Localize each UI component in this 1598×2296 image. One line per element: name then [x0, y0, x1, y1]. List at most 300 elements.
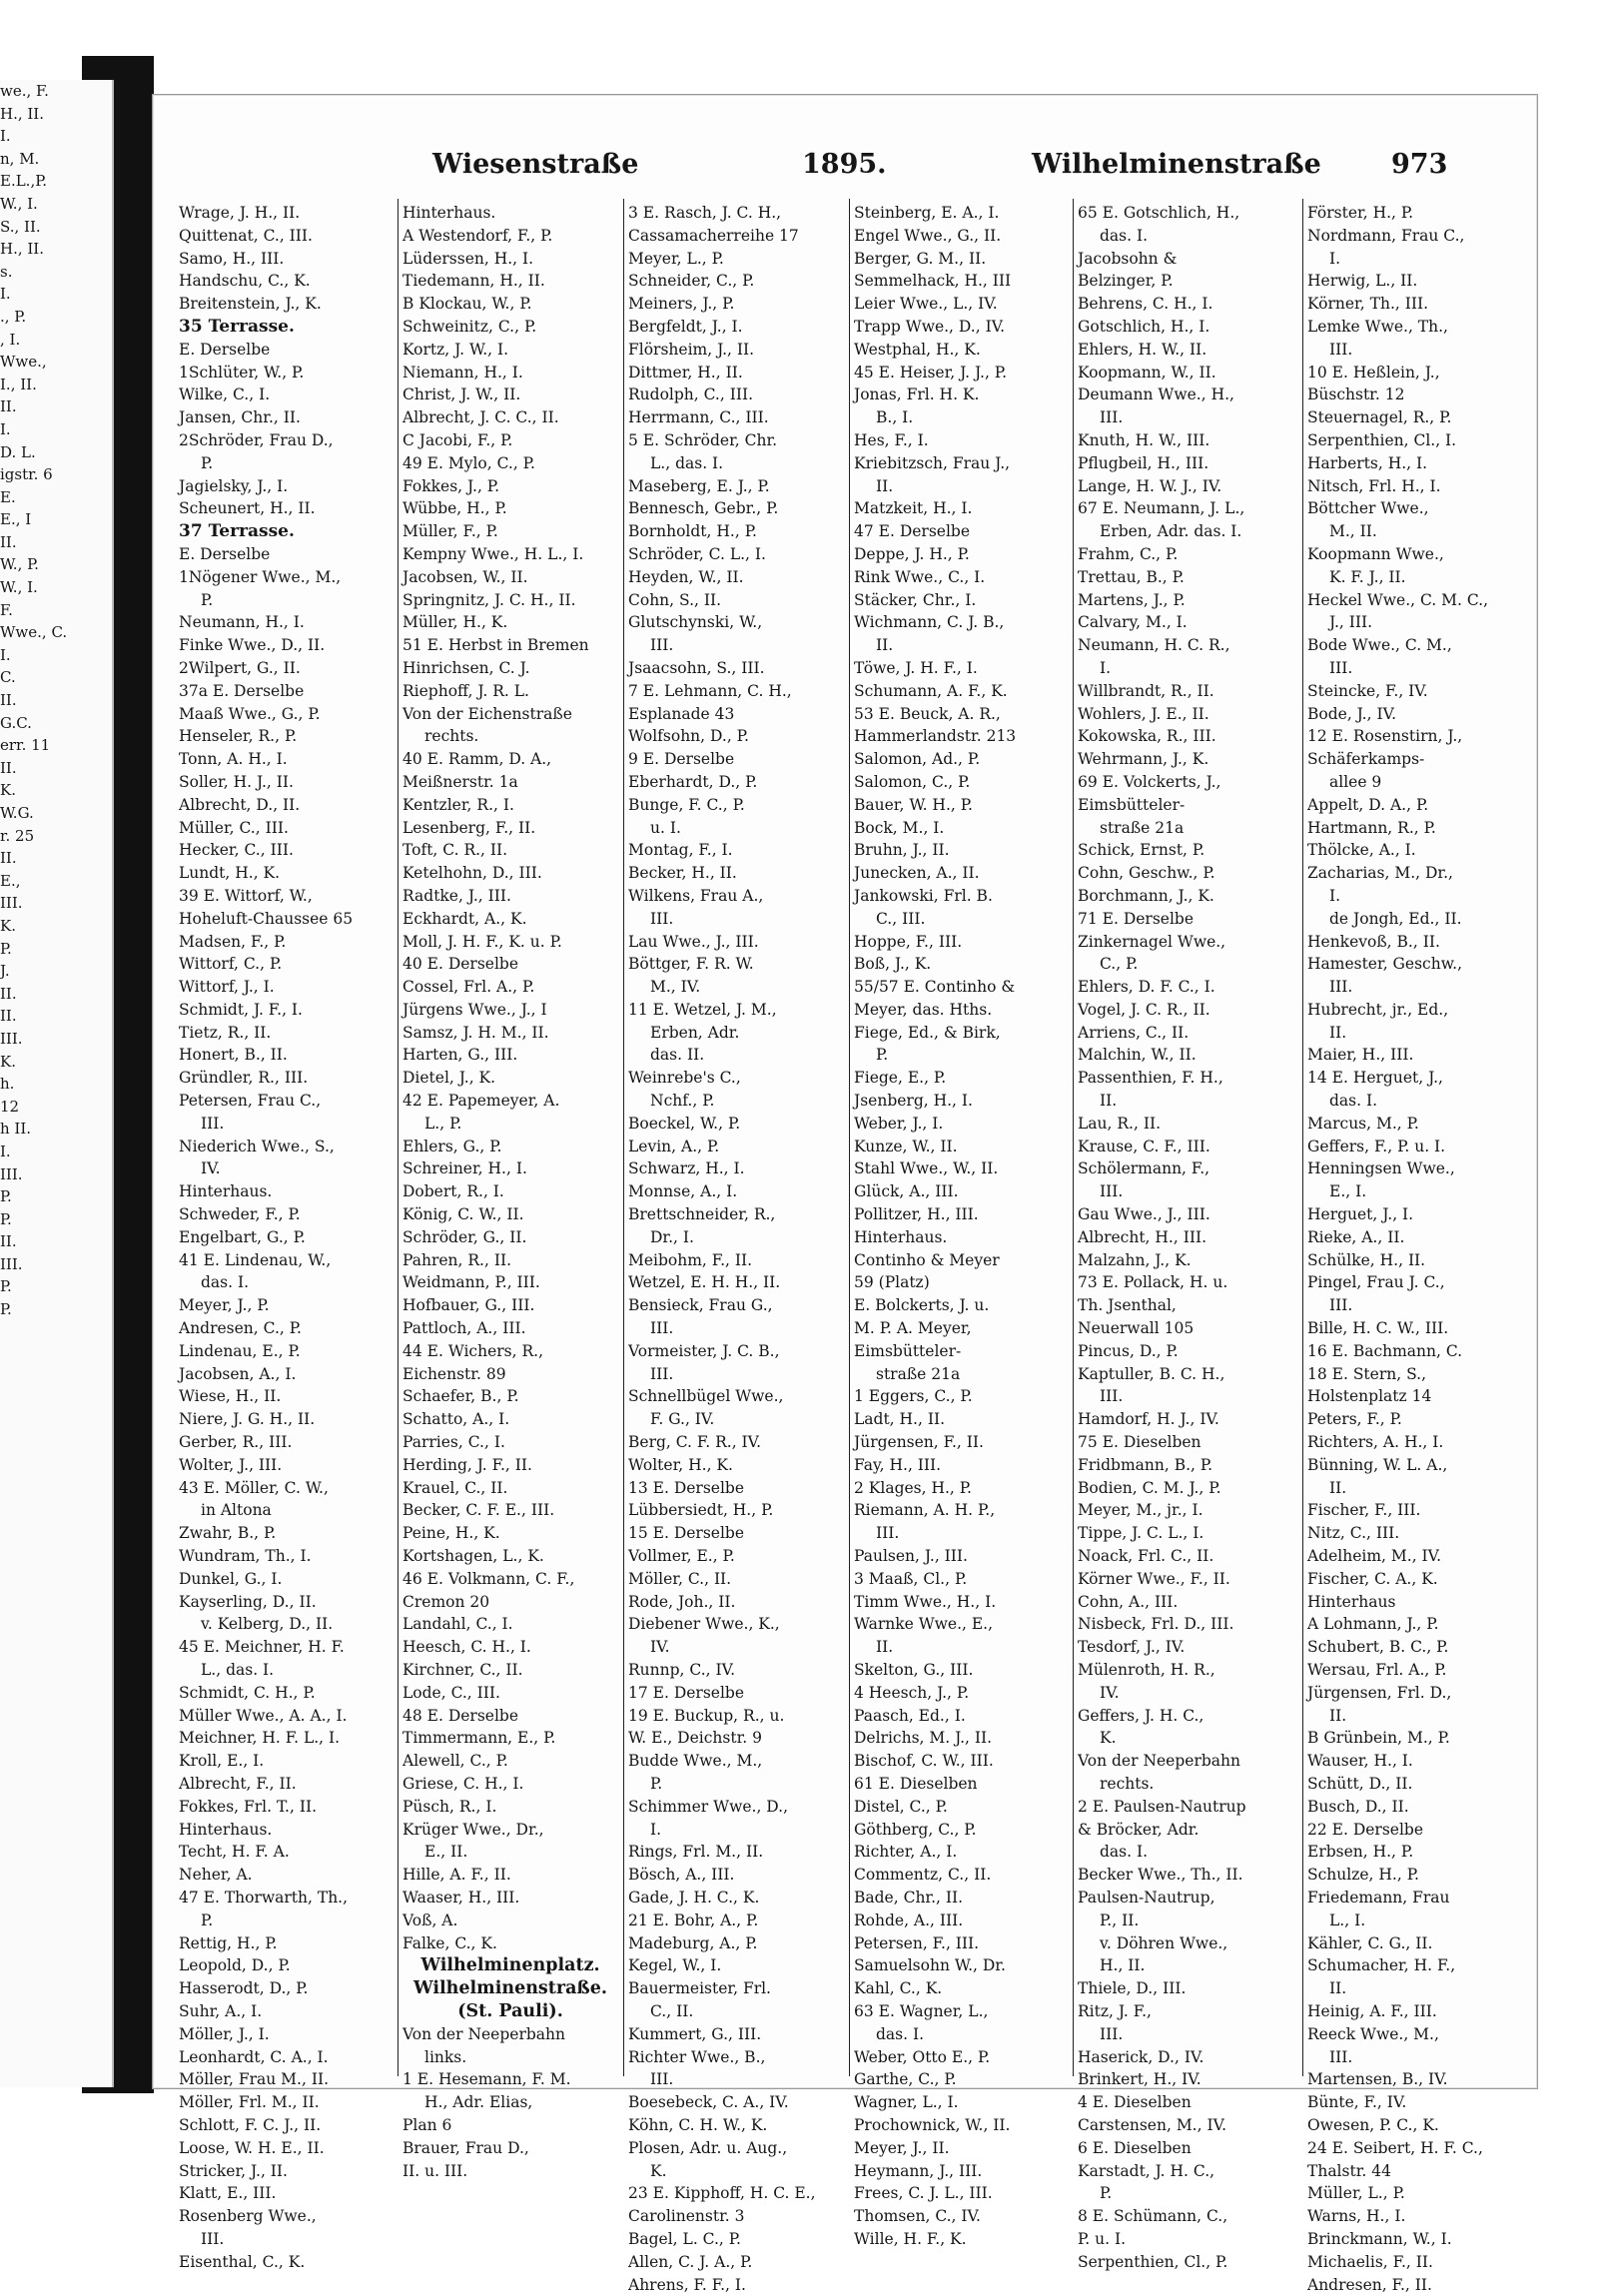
left-page-fragment: I., II.: [0, 375, 37, 393]
directory-entry: W. E., Deichstr. 9: [628, 1729, 762, 1748]
directory-entry: Martens, J., P.: [1078, 590, 1186, 609]
directory-entry: Lau, R., II.: [1078, 1114, 1161, 1133]
directory-entry: Ritz, J. F.,: [1078, 2001, 1152, 2020]
directory-entry: Rings, Frl. M., II.: [628, 1843, 764, 1862]
directory-entry: B., I.: [876, 408, 914, 427]
directory-entry: Finke Wwe., D., II.: [179, 636, 326, 655]
directory-entry: Bode, J., IV.: [1307, 704, 1396, 723]
left-page-fragment: Wwe., C.: [0, 623, 68, 642]
directory-entry: Schaefer, B., P.: [402, 1387, 519, 1406]
directory-column-2: [402, 202, 618, 2180]
directory-entry: E. Derselbe: [179, 340, 271, 359]
directory-entry: Timm Wwe., H., I.: [854, 1592, 997, 1611]
directory-entry: Krause, C. F., III.: [1078, 1137, 1210, 1155]
directory-entry: Plan 6: [402, 2115, 452, 2134]
directory-entry: 18 E. Stern, S.,: [1307, 1364, 1427, 1383]
directory-entry: Klatt, E., III.: [179, 2184, 277, 2203]
directory-entry: Vogel, J. C. R., II.: [1078, 1000, 1210, 1019]
directory-entry: Hes, F., I.: [854, 430, 929, 449]
directory-entry: 2 E. Paulsen-Nautrup: [1078, 1797, 1246, 1816]
left-page-fragment: h.: [0, 1075, 15, 1094]
directory-entry: rechts.: [424, 727, 479, 746]
directory-entry: Hille, A. F., II.: [402, 1866, 511, 1885]
directory-entry: Esplanade 43: [628, 704, 735, 723]
directory-entry: P., II.: [1100, 1911, 1140, 1929]
directory-entry: 46 E. Volkmann, C. F.,: [402, 1569, 575, 1588]
directory-entry: das. II.: [650, 1046, 705, 1065]
directory-entry: Böttcher Wwe.,: [1307, 499, 1429, 518]
directory-entry: 75 E. Dieselben: [1078, 1433, 1201, 1452]
left-page-fragment: P.: [0, 1277, 12, 1296]
directory-entry: Wilkens, Frau A.,: [628, 886, 764, 905]
directory-entry: Warns, H., I.: [1307, 2207, 1406, 2226]
directory-entry: u. I.: [650, 818, 681, 837]
column-divider: [1073, 199, 1074, 2076]
directory-entry: Soller, H. J., II.: [179, 772, 294, 791]
directory-entry: K.: [1100, 1729, 1117, 1748]
directory-entry: Belzinger, P.: [1078, 272, 1174, 291]
directory-entry: 11 E. Wetzel, J. M.,: [628, 1000, 777, 1019]
directory-entry: III.: [650, 2070, 674, 2089]
directory-entry: Kummert, G., III.: [628, 2024, 762, 2043]
left-page-fragment: C.: [0, 668, 16, 687]
directory-entry: Bornholdt, H., P.: [628, 522, 757, 541]
directory-entry: Wilhelminenplatz.: [420, 1955, 600, 1976]
left-page-fragment: III.: [0, 1254, 23, 1273]
directory-entry: Pingel, Frau J. C.,: [1307, 1273, 1445, 1292]
directory-entry: Toft, C. R., II.: [402, 841, 508, 860]
directory-entry: Wundram, Th., I.: [179, 1547, 312, 1566]
directory-entry: Vollmer, E., P.: [628, 1547, 735, 1566]
directory-entry: Jansen, Chr., II.: [179, 408, 301, 427]
directory-entry: Gade, J. H. C., K.: [628, 1888, 760, 1907]
directory-entry: Wittorf, C., P.: [179, 955, 283, 974]
directory-entry: Brettschneider, R.,: [628, 1205, 776, 1224]
directory-entry: Friedemann, Frau: [1307, 1888, 1450, 1907]
directory-entry: 4 Heesch, J., P.: [854, 1683, 970, 1702]
directory-entry: L., P.: [424, 1114, 462, 1133]
directory-entry: Griese, C. H., I.: [402, 1774, 524, 1793]
directory-entry: 7 E. Lehmann, C. H.,: [628, 681, 792, 700]
directory-entry: Krauel, C., II.: [402, 1478, 508, 1497]
directory-entry: Wolter, H., K.: [628, 1455, 733, 1474]
directory-entry: Hamester, Geschw.,: [1307, 955, 1462, 974]
directory-entry: I.: [1100, 658, 1112, 677]
directory-entry: Frees, C. J. L., III.: [854, 2184, 993, 2203]
directory-entry: Lundt, H., K.: [179, 864, 281, 883]
directory-entry: Riemann, A. H. P.,: [854, 1501, 996, 1520]
directory-entry: Herrmann, C., III.: [628, 408, 769, 427]
directory-entry: Montag, F., I.: [628, 841, 733, 860]
directory-entry: I.: [1329, 886, 1341, 905]
page-number: 973: [1391, 149, 1448, 180]
directory-entry: Glück, A., III.: [854, 1182, 959, 1201]
directory-entry: III.: [1329, 978, 1353, 997]
left-page-fragment: III.: [0, 1164, 23, 1183]
left-page-fragment: igstr. 6: [0, 465, 53, 484]
left-page-fragment: P.: [0, 1187, 12, 1206]
directory-entry: 15 E. Derselbe: [628, 1524, 745, 1543]
directory-entry: 2Schröder, Frau D.,: [179, 430, 334, 449]
directory-entry: Schäferkamps-: [1307, 750, 1425, 769]
left-page-fragment: s.: [0, 262, 13, 281]
directory-entry: Kaptuller, B. C. H.,: [1078, 1364, 1225, 1383]
left-page-fragment: K.: [0, 916, 16, 935]
directory-entry: Ehlers, H. W., II.: [1078, 340, 1207, 359]
directory-entry: Heesch, C. H., I.: [402, 1638, 531, 1657]
directory-entry: Heymann, J., III.: [854, 2161, 983, 2180]
directory-entry: E., II.: [424, 1843, 468, 1862]
directory-entry: Nisbeck, Frl. D., III.: [1078, 1615, 1234, 1634]
directory-entry: Springnitz, J. C. H., II.: [402, 590, 576, 609]
directory-entry: das. I.: [201, 1273, 250, 1292]
directory-entry: Wübbe, H., P.: [402, 499, 507, 518]
directory-entry: Schweinitz, C., P.: [402, 317, 537, 336]
directory-entry: Jürgensen, Frl. D.,: [1307, 1683, 1452, 1702]
directory-entry: Möller, J., I.: [179, 2024, 270, 2043]
directory-entry: Wolfsohn, D., P.: [628, 727, 749, 746]
directory-entry: Schneider, C., P.: [628, 272, 755, 291]
directory-entry: 63 E. Wagner, L.,: [854, 2001, 989, 2020]
left-page-fragment: I.: [0, 645, 11, 664]
directory-entry: 73 E. Pollack, H. u.: [1078, 1273, 1228, 1292]
directory-entry: Fokkes, Frl. T., II.: [179, 1797, 317, 1816]
directory-entry: Monnse, A., I.: [628, 1182, 738, 1201]
directory-entry: Levin, A., P.: [628, 1137, 720, 1155]
directory-entry: Jürgensen, F., II.: [854, 1433, 984, 1452]
directory-entry: links.: [424, 2047, 467, 2066]
directory-entry: das. I.: [1329, 1092, 1378, 1111]
directory-entry: Rudolph, C., III.: [628, 385, 754, 404]
directory-entry: Malchin, W., II.: [1078, 1046, 1197, 1065]
directory-entry: C., II.: [650, 2001, 694, 2020]
directory-entry: Scheunert, H., II.: [179, 499, 316, 518]
directory-entry: 37a E. Derselbe: [179, 681, 305, 700]
directory-entry: Nitsch, Frl. H., I.: [1307, 476, 1441, 495]
directory-entry: Runnp, C., IV.: [628, 1661, 736, 1679]
directory-entry: Tippe, J. C. L., I.: [1078, 1524, 1204, 1543]
directory-entry: Von der Neeperbahn: [1078, 1752, 1240, 1771]
directory-entry: straße 21a: [1100, 818, 1185, 837]
left-page-fragment: E., I: [0, 510, 32, 529]
directory-entry: Schütt, D., II.: [1307, 1774, 1413, 1793]
directory-entry: 1Schlüter, W., P.: [179, 363, 305, 382]
directory-entry: II.: [1329, 1706, 1347, 1725]
left-street-heading: Wiesenstraße: [432, 149, 639, 180]
directory-entry: 6 E. Dieselben: [1078, 2138, 1192, 2157]
directory-entry: Fischer, C. A., K.: [1307, 1569, 1438, 1588]
directory-entry: Lemke Wwe., Th.,: [1307, 317, 1448, 336]
directory-entry: E., I.: [1329, 1182, 1367, 1201]
directory-entry: Kroll, E., I.: [179, 1752, 265, 1771]
directory-entry: Waaser, H., III.: [402, 1888, 520, 1907]
directory-entry: Böttger, F. R. W.: [628, 955, 754, 974]
directory-entry: 39 E. Wittorf, W.,: [179, 886, 313, 905]
directory-entry: Heyden, W., II.: [628, 567, 744, 586]
left-page-fragment: S., II.: [0, 217, 41, 236]
directory-entry: III.: [1100, 2024, 1124, 2043]
directory-entry: Neuerwall 105: [1078, 1319, 1195, 1338]
directory-entry: Hinterhaus.: [179, 1182, 273, 1201]
directory-entry: Zwahr, B., P.: [179, 1524, 277, 1543]
directory-entry: Allen, C. J. A., P.: [628, 2252, 753, 2271]
directory-entry: 59 (Platz): [854, 1273, 930, 1292]
directory-entry: Bischof, C. W., III.: [854, 1752, 994, 1771]
directory-entry: Junecken, A., II.: [854, 864, 980, 883]
directory-entry: Rink Wwe., C., I.: [854, 567, 986, 586]
directory-entry: E. Derselbe: [179, 544, 271, 563]
directory-entry: Bock, M., I.: [854, 818, 945, 837]
directory-entry: Hartmann, R., P.: [1307, 818, 1436, 837]
directory-entry: Neher, A.: [179, 1866, 253, 1885]
column-divider: [623, 199, 624, 2076]
directory-entry: III.: [876, 1524, 900, 1543]
directory-entry: Samo, H., III.: [179, 249, 285, 268]
directory-entry: Weidmann, P., III.: [402, 1273, 540, 1292]
directory-entry: Reeck Wwe., M.,: [1307, 2024, 1439, 2043]
directory-entry: Förster, H., P.: [1307, 204, 1414, 222]
directory-entry: Appelt, D. A., P.: [1307, 795, 1429, 814]
directory-entry: das. I.: [876, 2024, 925, 2043]
directory-entry: Petersen, F., III.: [854, 1933, 980, 1952]
directory-entry: Samsz, J. H. M., II.: [402, 1023, 549, 1042]
directory-entry: 69 E. Volckerts, J.,: [1078, 772, 1221, 791]
directory-entry: Eisenthal, C., K.: [179, 2252, 306, 2271]
directory-entry: Samuelsohn W., Dr.: [854, 1956, 1006, 1975]
left-page-fragment: J.: [0, 962, 10, 981]
left-page-fragment: G.C.: [0, 713, 32, 732]
directory-entry: das. I.: [1100, 226, 1149, 245]
directory-entry: Bergfeldt, J., I.: [628, 317, 743, 336]
directory-entry: Suhr, A., I.: [179, 2001, 263, 2020]
directory-entry: 35 Terrasse.: [179, 316, 295, 337]
directory-entry: Koopmann, W., II.: [1078, 363, 1216, 382]
directory-entry: Von der Neeperbahn: [402, 2024, 565, 2043]
directory-entry: 22 E. Derselbe: [1307, 1820, 1424, 1839]
directory-entry: Leopold, D., P.: [179, 1956, 291, 1975]
directory-entry: Moll, J. H. F., K. u. P.: [402, 932, 562, 951]
directory-entry: C Jacobi, F., P.: [402, 430, 513, 449]
directory-entry: Hinterhaus: [1307, 1592, 1396, 1611]
directory-entry: Töwe, J. H. F., I.: [854, 658, 978, 677]
directory-entry: Schmidt, C. H., P.: [179, 1683, 316, 1702]
directory-entry: 40 E. Ramm, D. A.,: [402, 750, 552, 769]
directory-entry: Eimsbütteler-: [1078, 795, 1186, 814]
directory-entry: 16 E. Bachmann, C.: [1307, 1341, 1463, 1360]
directory-entry: 47 E. Thorwarth, Th.,: [179, 1888, 349, 1907]
directory-entry: III.: [650, 636, 674, 655]
directory-entry: Rode, Joh., II.: [628, 1592, 736, 1611]
directory-entry: Geffers, J. H. C.,: [1078, 1706, 1204, 1725]
directory-entry: Wilhelminenstraße.: [413, 1978, 607, 1999]
directory-entry: Meyer, das. Hths.: [854, 1000, 993, 1019]
directory-entry: Krüger Wwe., Dr.,: [402, 1820, 544, 1839]
directory-entry: Lindenau, E., P.: [179, 1341, 301, 1360]
directory-entry: Tiedemann, H., II.: [402, 272, 545, 291]
directory-entry: Garthe, C., P.: [854, 2070, 957, 2089]
directory-entry: Becker Wwe., Th., II.: [1078, 1866, 1243, 1885]
directory-entry: Serpenthien, Cl., P.: [1078, 2252, 1228, 2271]
directory-entry: Bade, Chr., II.: [854, 1888, 964, 1907]
directory-entry: Borchmann, J., K.: [1078, 886, 1214, 905]
directory-entry: Harten, G., III.: [402, 1046, 518, 1065]
directory-entry: Schnellbügel Wwe.,: [628, 1387, 784, 1406]
directory-entry: Dunkel, G., I.: [179, 1569, 283, 1588]
directory-entry: Jacobsen, W., II.: [402, 567, 528, 586]
directory-entry: Paulsen, J., III.: [854, 1547, 968, 1566]
directory-entry: Eckhardt, A., K.: [402, 909, 527, 928]
left-page-fragment: W., P.: [0, 555, 39, 574]
directory-entry: Weber, Otto E., P.: [854, 2047, 991, 2066]
directory-entry: Weinrebe's C.,: [628, 1069, 741, 1088]
directory-entry: Schmidt, J. F., I.: [179, 1000, 303, 1019]
directory-entry: Vormeister, J. C. B.,: [628, 1341, 780, 1360]
directory-entry: Schröder, C. L., I.: [628, 544, 766, 563]
directory-entry: Owesen, P. C., K.: [1307, 2115, 1439, 2134]
directory-page: [152, 94, 1538, 2294]
directory-entry: Noack, Frl. C., II.: [1078, 1547, 1214, 1566]
directory-entry: Lau Wwe., J., III.: [628, 932, 759, 951]
left-page-fragment: I.: [0, 285, 11, 304]
directory-entry: Pflugbeil, H., III.: [1078, 453, 1209, 472]
directory-entry: Hammerlandstr. 213: [854, 727, 1017, 746]
directory-entry: Madsen, F., P.: [179, 932, 287, 951]
directory-entry: Tietz, R., II.: [179, 1023, 272, 1042]
left-page-fragment: I.: [0, 419, 11, 438]
directory-entry: Skelton, G., III.: [854, 1661, 974, 1679]
directory-entry: Heckel Wwe., C. M. C.,: [1307, 590, 1489, 609]
directory-entry: 45 E. Meichner, H. F.: [179, 1638, 345, 1657]
directory-entry: 65 E. Gotschlich, H.,: [1078, 204, 1240, 222]
directory-entry: Meiners, J., P.: [628, 295, 735, 314]
directory-entry: B Grünbein, M., P.: [1307, 1729, 1450, 1748]
directory-entry: Zinkernagel Wwe.,: [1078, 932, 1226, 951]
left-page-fragment: r. 25: [0, 826, 35, 845]
directory-entry: Bode Wwe., C. M.,: [1307, 636, 1452, 655]
directory-entry: Wichmann, C. J. B.,: [854, 613, 1005, 632]
directory-entry: Maier, H., III.: [1307, 1046, 1414, 1065]
left-page-fragment: III.: [0, 1029, 23, 1048]
directory-entry: Dietel, J., K.: [402, 1069, 496, 1088]
left-page-fragment: E.L.,P.: [0, 172, 48, 191]
directory-entry: Marcus, M., P.: [1307, 1114, 1419, 1133]
directory-entry: Pahren, R., II.: [402, 1250, 511, 1269]
directory-entry: Knuth, H. W., III.: [1078, 430, 1210, 449]
directory-entry: Wagner, L., I.: [854, 2093, 959, 2112]
directory-entry: Kentzler, R., I.: [402, 795, 514, 814]
directory-entry: & Bröcker, Adr.: [1078, 1820, 1199, 1839]
directory-entry: Eberhardt, D., P.: [628, 772, 758, 791]
left-page-fragment: , I.: [0, 330, 21, 349]
directory-entry: Berg, C. F. R., IV.: [628, 1433, 762, 1452]
directory-entry: Haserick, D., IV.: [1078, 2047, 1204, 2066]
right-street-heading: Wilhelminenstraße: [1032, 149, 1321, 180]
directory-entry: P.: [650, 1774, 663, 1793]
directory-entry: Arriens, C., II.: [1078, 1023, 1190, 1042]
directory-entry: 4 E. Dieselben: [1078, 2093, 1192, 2112]
page-header: [153, 149, 1537, 189]
directory-entry: Willbrandt, R., II.: [1078, 681, 1214, 700]
left-page-fragment: II.: [0, 691, 17, 710]
left-page-fragment: ., P.: [0, 307, 27, 326]
directory-entry: II.: [1329, 1478, 1347, 1497]
directory-entry: 55/57 E. Continho &: [854, 978, 1016, 997]
left-page-fragment: I.: [0, 127, 11, 146]
directory-entry: 24 E. Seibert, H. F. C.,: [1307, 2138, 1483, 2157]
directory-entry: Schubert, B. C., P.: [1307, 1638, 1449, 1657]
directory-entry: Schölermann, F.,: [1078, 1159, 1210, 1178]
directory-entry: Ladt, H., II.: [854, 1410, 946, 1429]
directory-entry: 9 E. Derselbe: [628, 750, 735, 769]
directory-entry: 51 E. Herbst in Bremen: [402, 636, 589, 655]
directory-entry: Schick, Ernst, P.: [1078, 841, 1205, 860]
directory-entry: Paulsen-Nautrup,: [1078, 1888, 1215, 1907]
directory-entry: Leier Wwe., L., IV.: [854, 295, 998, 314]
directory-entry: III.: [650, 909, 674, 928]
directory-entry: Hoppe, F., III.: [854, 932, 963, 951]
directory-entry: Christ, J. W., II.: [402, 385, 521, 404]
directory-entry: Nitz, C., III.: [1307, 1524, 1400, 1543]
directory-entry: Berger, G. M., II.: [854, 249, 987, 268]
directory-entry: Neumann, H. C. R.,: [1078, 636, 1230, 655]
directory-entry: Körner Wwe., F., II.: [1078, 1569, 1230, 1588]
directory-entry: Hinterhaus.: [402, 204, 496, 222]
directory-entry: Commentz, C., II.: [854, 1866, 992, 1885]
directory-entry: Falke, C., K.: [402, 1933, 497, 1952]
directory-entry: Bodien, C. M. J., P.: [1078, 1478, 1221, 1497]
directory-entry: Busch, D., II.: [1307, 1797, 1409, 1816]
directory-entry: Glutschynski, W.,: [628, 613, 763, 632]
directory-entry: Jankowski, Frl. B.: [854, 886, 993, 905]
directory-entry: III.: [1329, 658, 1353, 677]
directory-entry: Michaelis, F., II.: [1307, 2252, 1433, 2271]
directory-entry: III.: [1329, 2047, 1353, 2066]
directory-entry: 2 Klages, H., P.: [854, 1478, 972, 1497]
left-page-fragment: we., F.: [0, 82, 49, 100]
directory-entry: Möller, Frl. M., II.: [179, 2093, 320, 2112]
directory-entry: Koopmann Wwe.,: [1307, 544, 1444, 563]
directory-entry: Cohn, Geschw., P.: [1078, 864, 1215, 883]
directory-entry: das. I.: [1100, 1843, 1149, 1862]
left-page-fragment: II.: [0, 532, 17, 551]
directory-entry: Kempny Wwe., H. L., I.: [402, 544, 584, 563]
directory-entry: Bünte, F., IV.: [1307, 2093, 1407, 2112]
directory-entry: III.: [1329, 340, 1353, 359]
left-page-fragment: E.: [0, 487, 16, 506]
directory-entry: Schülke, H., II.: [1307, 1250, 1426, 1269]
directory-entry: allee 9: [1329, 772, 1382, 791]
directory-entry: Schwarz, H., I.: [628, 1159, 745, 1178]
directory-entry: Kahl, C., K.: [854, 1979, 943, 1998]
directory-entry: Holstenplatz 14: [1307, 1387, 1432, 1406]
directory-entry: Erbsen, H., P.: [1307, 1843, 1414, 1862]
directory-entry: Püsch, R., I.: [402, 1797, 497, 1816]
directory-entry: Bünning, W. L. A.,: [1307, 1455, 1448, 1474]
directory-entry: II.: [1329, 1023, 1347, 1042]
directory-entry: C., III.: [876, 909, 926, 928]
directory-entry: Müller Wwe., A. A., I.: [179, 1706, 348, 1725]
directory-entry: P.: [201, 1911, 214, 1929]
directory-entry: Lüderssen, H., I.: [402, 249, 534, 268]
directory-entry: Nordmann, Frau C.,: [1307, 226, 1465, 245]
directory-entry: Fischer, F., III.: [1307, 1501, 1421, 1520]
directory-entry: Brinkert, H., IV.: [1078, 2070, 1201, 2089]
directory-entry: Richters, A. H., I.: [1307, 1433, 1444, 1452]
directory-entry: Von der Eichenstraße: [402, 704, 572, 723]
directory-entry: Hasserodt, D., P.: [179, 1979, 309, 1998]
directory-entry: Quittenat, C., III.: [179, 226, 313, 245]
directory-entry: Cassamacherreihe 17: [628, 226, 799, 245]
